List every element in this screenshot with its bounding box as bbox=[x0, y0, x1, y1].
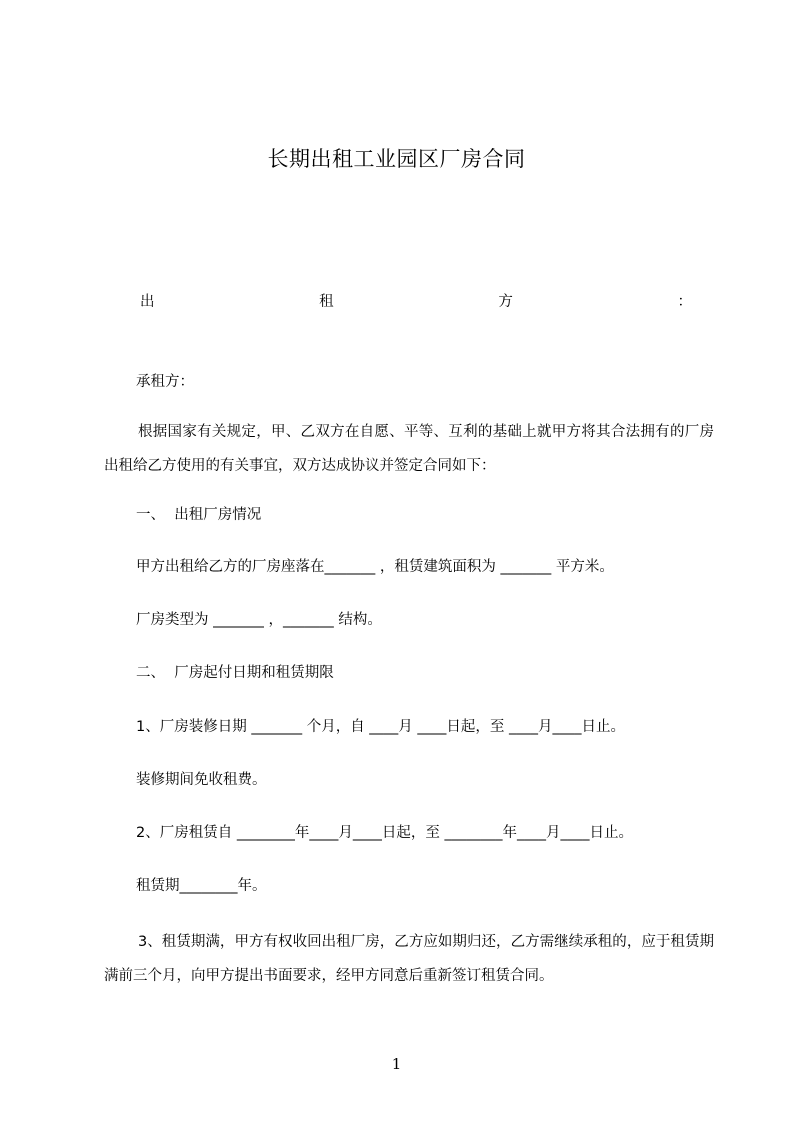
lessor-char: 方 bbox=[498, 294, 513, 310]
intro-paragraph: 根据国家有关规定，甲、乙双方在自愿、平等、互利的基础上就甲方将其合法拥有的厂房出租给乙方使用的有关事宜，双方达成协议并签定合同如下： bbox=[104, 424, 714, 474]
page-title: 长期出租工业园区厂房合同 bbox=[267, 147, 526, 171]
section2-item2-note: 租赁期________年。 bbox=[136, 878, 267, 894]
section2-item1: 1、厂房装修日期 _______ 个月，自 ____月 ____日起，至 ____月____日止。 bbox=[136, 719, 626, 735]
section1-location-line: 甲方出租给乙方的厂房座落在_______ ，租赁建筑面积为 _______ 平方米。 bbox=[136, 559, 614, 575]
section2-heading: 二、 厂房起付日期和租赁期限 bbox=[136, 665, 334, 681]
section2-item3: 3、租赁期满，甲方有权收回出租厂房，乙方应如期归还，乙方需继续承租的，应于租赁期满前三个月，向甲方提出书面要求，经甲方同意后重新签订租赁合同。 bbox=[104, 934, 714, 984]
section1-type-line: 厂房类型为 _______ ，_______ 结构。 bbox=[136, 612, 382, 628]
lessor-label bbox=[140, 292, 692, 312]
section2-item1-note: 装修期间免收租费。 bbox=[136, 772, 267, 788]
lessor-char: 出 bbox=[140, 294, 155, 310]
lessor-char: ： bbox=[677, 294, 692, 310]
lessor-char: 租 bbox=[319, 294, 334, 310]
section1-heading: 一、 出租厂房情况 bbox=[136, 507, 262, 523]
section2-item2: 2、厂房租赁自 ________年____月____日起，至 ________年____月____日止。 bbox=[136, 825, 633, 841]
page-number: 1 bbox=[391, 1055, 402, 1073]
lessee-label: 承租方： bbox=[136, 374, 194, 390]
